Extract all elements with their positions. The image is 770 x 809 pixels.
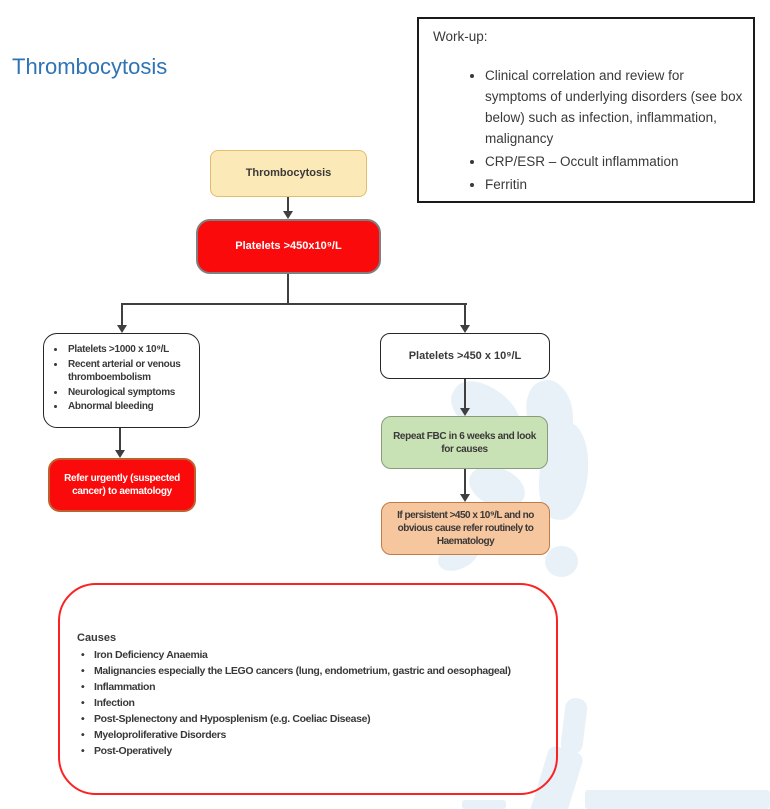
node-urgent-criteria [43,333,200,428]
urgent-criteria-item: • Recent arterial or venous thromboembolism [66,358,195,385]
causes-title: Causes [77,632,117,644]
connector-platelets-stem [287,274,289,305]
connector-start-to-platelets [287,197,289,212]
node-refer-urgently [48,458,196,512]
causes-item: • Iron Deficiency Anaemia [77,647,546,663]
node-platelets-over-450-label: Platelets >450x10⁹/L [235,240,342,253]
watermark-stripe [560,697,589,755]
node-platelets-over-450 [196,219,381,274]
causes-box [58,583,558,795]
node-platelets-450 [380,333,550,379]
workup-bullet: • Ferritin [485,175,747,196]
watermark-dot [545,546,578,577]
connector-to-persistent [464,469,466,495]
causes-list [77,647,546,759]
node-thrombocytosis-label: Thrombocytosis [245,167,332,180]
connector-branch-horizontal [121,303,467,305]
workup-bullet: • Clinical correlation and review for symptoms of underlying disorders (see box below) such as infection, inflammation, malignancy [485,66,747,150]
causes-item: • Infection [77,695,546,711]
urgent-criteria-list [52,343,195,415]
causes-item: • Post-Operatively [77,743,546,759]
node-repeat-fbc [381,416,548,469]
urgent-criteria-item: • Platelets >1000 x 10⁹/L [66,343,195,357]
watermark-bar [585,790,770,809]
page-title: Thrombocytosis [12,54,168,79]
urgent-criteria-item: • Neurological symptoms [66,386,195,400]
node-persistent-refer-label: If persistent >450 x 10⁹/L and no obvious cause refer routinely to Haematology [397,510,534,547]
node-repeat-fbc-label: Repeat FBC in 6 weeks and look for causes [393,430,536,455]
arrowhead-icon [460,325,470,333]
arrowhead-icon [117,325,127,333]
causes-item: • Malignancies especially the LEGO cancers (lung, endometrium, gastric and oesophageal) [77,663,546,679]
causes-item: • Inflammation [77,679,546,695]
watermark-bar [462,800,506,809]
connector-branch-right [464,303,466,326]
node-refer-urgently-label: Refer urgently (suspected cancer) to aematology [64,473,180,497]
arrowhead-icon [460,494,470,502]
workup-title: Work-up: [433,29,488,44]
node-thrombocytosis [210,150,367,197]
causes-item: • Myeloproliferative Disorders [77,727,546,743]
causes-item: • Post-Splenectony and Hyposplenism (e.g. Coeliac Disease) [77,711,546,727]
arrowhead-icon [283,211,293,219]
connector-branch-left [121,303,123,326]
urgent-criteria-item: • Abnormal bleeding [66,400,195,414]
arrowhead-icon [115,450,125,458]
workup-bullet: • CRP/ESR – Occult inflammation [485,152,747,173]
workup-box [417,17,755,203]
node-platelets-450-label: Platelets >450 x 10⁹/L [408,349,522,362]
arrowhead-icon [460,408,470,416]
workup-bullet-list [433,66,747,196]
node-persistent-refer [381,502,550,555]
connector-to-repeat-fbc [464,379,466,409]
connector-to-refer-urgent [119,428,121,451]
